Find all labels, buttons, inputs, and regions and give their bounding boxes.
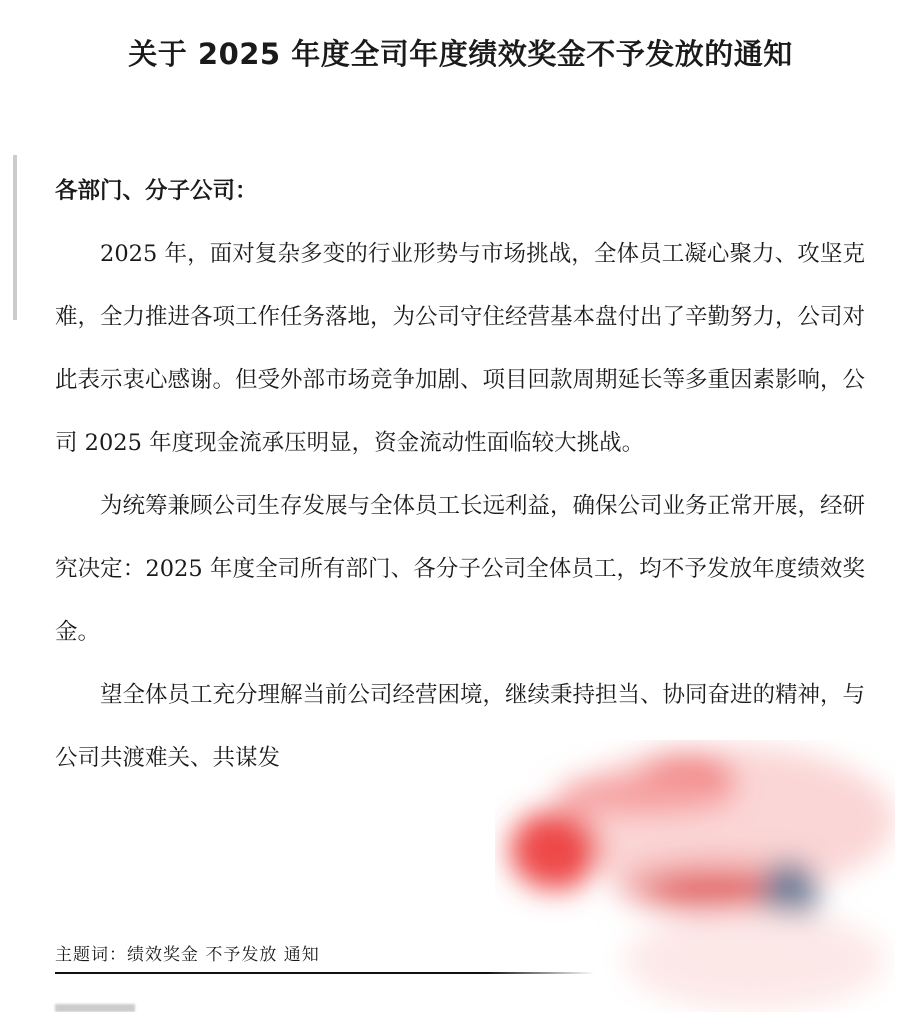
keywords-line: 主题词：绩效奖金 不予发放 通知 (55, 945, 320, 965)
scroll-indicator (13, 155, 17, 320)
paragraph-3: 望全体员工充分理解当前公司经营困境，继续秉持担当、协同奋进的精神，与公司共渡难关、共谋发 (55, 682, 866, 771)
paragraph-1: 2025 年，面对复杂多变的行业形势与市场挑战，全体员工凝心聚力、攻坚克难，全力推进各项工作任务落地，为公司守住经营基本盘付出了辛勤努力，公司对此表示衷心感谢。但受外部市场竞争加剧、项目回款周期延长等多重因素影响，公司 2025 年度现金流承压明显，资金流动性面临较大挑战。 (55, 241, 866, 456)
document-title: 关于 2025 年度全司年度绩效奖金不予发放的通知 (128, 37, 793, 71)
cut-off-text (55, 1004, 135, 1012)
salutation: 各部门、分子公司： (55, 178, 258, 204)
divider (55, 972, 595, 974)
document-body (55, 160, 865, 790)
paragraph-2: 为统筹兼顾公司生存发展与全体员工长远利益，确保公司业务正常开展，经研究决定：2025 年度全司所有部门、各分子公司全体员工，均不予发放年度绩效奖金。 (55, 493, 866, 645)
